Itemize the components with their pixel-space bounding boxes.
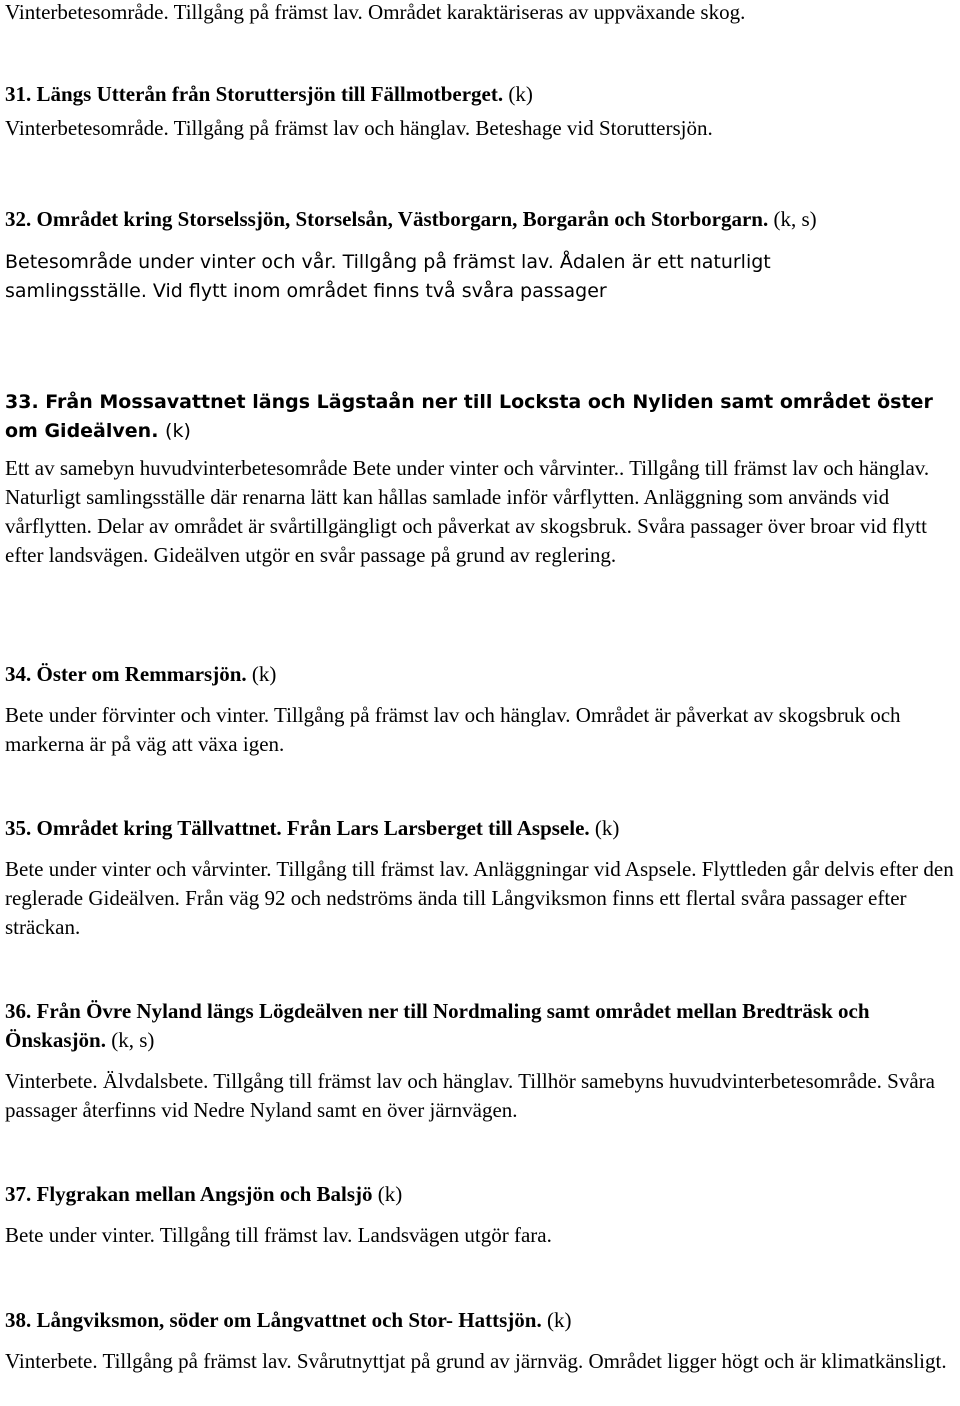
section-body: Ett av samebyn huvudvinterbetesområde Bete under vinter och vårvinter.. Tillgång till främst lav och hänglav. Naturligt samlingsställe där renarna lätt kan hållas samlade inför vårflytten. Anläggning som används vid vårflytten. Delar av området är svårtillgängligt och påverkat av skogsbruk. Svåra passager över broar vid flytt efter landsvägen. Gideälven utgör en svår passage på grund av reglering.: [5, 456, 930, 567]
section-title: 32. Området kring Storselssjön, Storselsån, Västborgarn, Borgarån och Storborgarn. (k, s): [5, 207, 817, 231]
section-32: [5, 205, 957, 306]
section-body: Betesområde under vinter och vår. Tillgång på främst lav. Ådalen är ett naturligt samlingsställe. Vid flytt inom området finns två svåra passager: [5, 251, 771, 302]
section-title: 34. Öster om Remmarsjön. (k): [5, 662, 277, 686]
section-title: 36. Från Övre Nyland längs Lögdeälven ner till Nordmaling samt området mellan Bredträsk och Önskasjön. (k, s): [5, 999, 870, 1052]
section-37: [5, 1180, 957, 1250]
section-title: 33. Från Mossavattnet längs Lägstaån ner till Locksta och Nyliden samt området öster om Gideälven. (k): [5, 391, 933, 442]
section-title: 35. Området kring Tällvattnet. Från Lars Larsberget till Aspsele. (k): [5, 816, 620, 840]
section-36: [5, 997, 957, 1125]
section-35: [5, 814, 957, 942]
section-title: 38. Långviksmon, söder om Långvattnet och Stor- Hattsjön. (k): [5, 1308, 572, 1332]
section-title: 31. Längs Utterån från Storuttersjön till Fällmotberget. (k): [5, 82, 533, 106]
section-body: Bete under förvinter och vinter. Tillgång på främst lav och hänglav. Området är påverkat av skogsbruk och markerna är på väg att växa igen.: [5, 703, 901, 756]
section-body: Vinterbetesområde. Tillgång på främst lav och hänglav. Beteshage vid Storuttersjön.: [5, 116, 713, 140]
section-body: Bete under vinter och vårvinter. Tillgång till främst lav. Anläggningar vid Aspsele. Flyttleden går delvis efter den reglerade Gideälven. Från väg 92 och nedströms ända till Långviksmon finns ett flertal svåra passager efter sträckan.: [5, 857, 954, 939]
section-33: [5, 388, 957, 570]
intro-text: Vinterbetesområde. Tillgång på främst lav. Området karaktäriseras av uppväxande skog.: [5, 0, 746, 24]
section-title: 37. Flygrakan mellan Angsjön och Balsjö (k): [5, 1182, 403, 1206]
section-38: [5, 1306, 957, 1376]
section-31: [5, 80, 957, 143]
section-body: Bete under vinter. Tillgång till främst lav. Landsvägen utgör fara.: [5, 1223, 552, 1247]
intro-paragraph: [5, 0, 957, 27]
section-34: [5, 660, 957, 759]
section-body: Vinterbete. Älvdalsbete. Tillgång till främst lav och hänglav. Tillhör samebyns huvudvinterbetesområde. Svåra passager återfinns vid Nedre Nyland samt en över järnvägen.: [5, 1069, 935, 1122]
section-body: Vinterbete. Tillgång på främst lav. Svårutnyttjat på grund av järnväg. Området ligger högt och är klimatkänsligt.: [5, 1349, 947, 1373]
